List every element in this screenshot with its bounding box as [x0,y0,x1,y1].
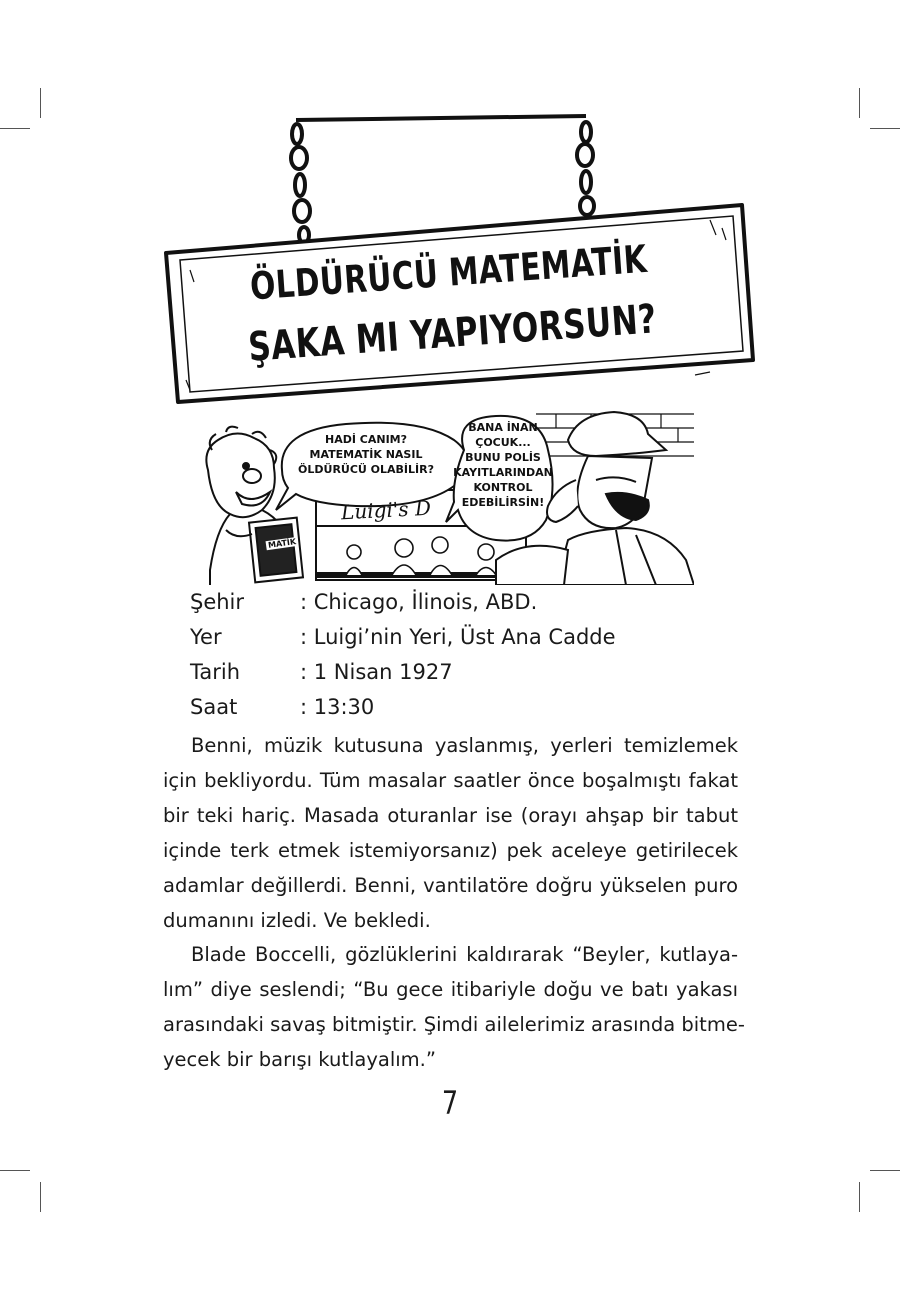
crop-mark-top-left-horizontal [0,128,30,129]
body-paragraph-1 [163,728,738,938]
speech-bubble-right-line: BUNU POLİS [465,451,541,464]
shop-sign-text: Luigi's D [340,495,432,525]
crop-mark-bottom-right-horizontal [870,1170,900,1171]
left-chain-icon [291,124,310,243]
paragraph-line: içinde terk etmek istemiyorsanız) pek aceleye getirilecek [163,839,738,862]
info-label: Şehir [190,590,245,614]
book-cover-label: MATİK [267,537,297,550]
info-value: : Chicago, İlinois, ABD. [300,590,538,614]
speech-bubble-right-line: KONTROL [473,481,533,494]
chapter-title-sign [150,110,770,410]
speech-bubble-right-line: KAYITLARINDAN [453,466,553,479]
info-value: : 13:30 [300,695,375,719]
sign-title-line-1: ÖLDÜRÜCÜ MATEMATİK [248,236,649,309]
info-value: : 1 Nisan 1927 [300,660,453,684]
cartoon-drawing [196,410,694,585]
info-label: Saat [190,695,238,719]
body-paragraph-2 [163,937,745,1077]
paragraph-line: Blade Boccelli, gözlüklerini kaldırarak “Beyler, kutlaya- [191,943,738,966]
crop-mark-bottom-left-horizontal [0,1170,30,1171]
right-chain-icon [577,122,594,215]
info-label: Tarih [190,660,240,684]
crop-mark-top-right-horizontal [870,128,900,129]
crop-mark-bottom-left-vertical [40,1182,41,1212]
speech-bubble-left-line: MATEMATİK NASIL [309,448,423,461]
speech-bubble-right [448,420,558,510]
paragraph-line: için bekliyordu. Tüm masalar saatler önce boşalmıştı fakat [163,769,738,792]
cartoon-illustration [196,410,694,585]
crop-mark-bottom-right-vertical [859,1182,860,1212]
paragraph-line: bir teki hariç. Masada oturanlar ise (orayı ahşap bir tabut [163,804,738,827]
speech-bubble-left-line: ÖLDÜRÜCÜ OLABİLİR? [298,463,434,476]
paragraph-line: arasındaki savaş bitmiştir. Şimdi ailelerimiz arasında bitme- [163,1013,745,1036]
paragraph-line: dumanını izledi. Ve bekledi. [163,909,431,932]
speech-bubble-left-line: HADİ CANIM? [325,433,407,446]
info-value: : Luigi’nin Yeri, Üst Ana Cadde [300,625,616,649]
speech-bubble-right-line: EDEBİLİRSİN! [461,496,545,509]
paragraph-line: yecek bir barışı kutlayalım.” [163,1048,436,1071]
sign-title-line-2: ŞAKA MI YAPIYORSUN? [246,296,659,371]
paragraph-line: adamlar değillerdi. Benni, vantilatöre doğru yükselen puro [163,874,738,897]
crop-mark-top-right-vertical [859,88,860,118]
page-number: 7 [441,1084,459,1122]
paragraph-line: Benni, müzik kutusuna yaslanmış, yerleri temizlemek [191,734,738,757]
speech-bubble-right-line: ÇOCUK... [475,436,531,449]
speech-bubble-right-line: BANA İNAN [468,421,538,434]
info-label: Yer [190,625,222,649]
speech-bubble-left [296,432,436,477]
crop-mark-top-left-vertical [40,88,41,118]
paragraph-line: lım” diye seslendi; “Bu gece itibariyle doğu ve batı yakası [163,978,738,1001]
